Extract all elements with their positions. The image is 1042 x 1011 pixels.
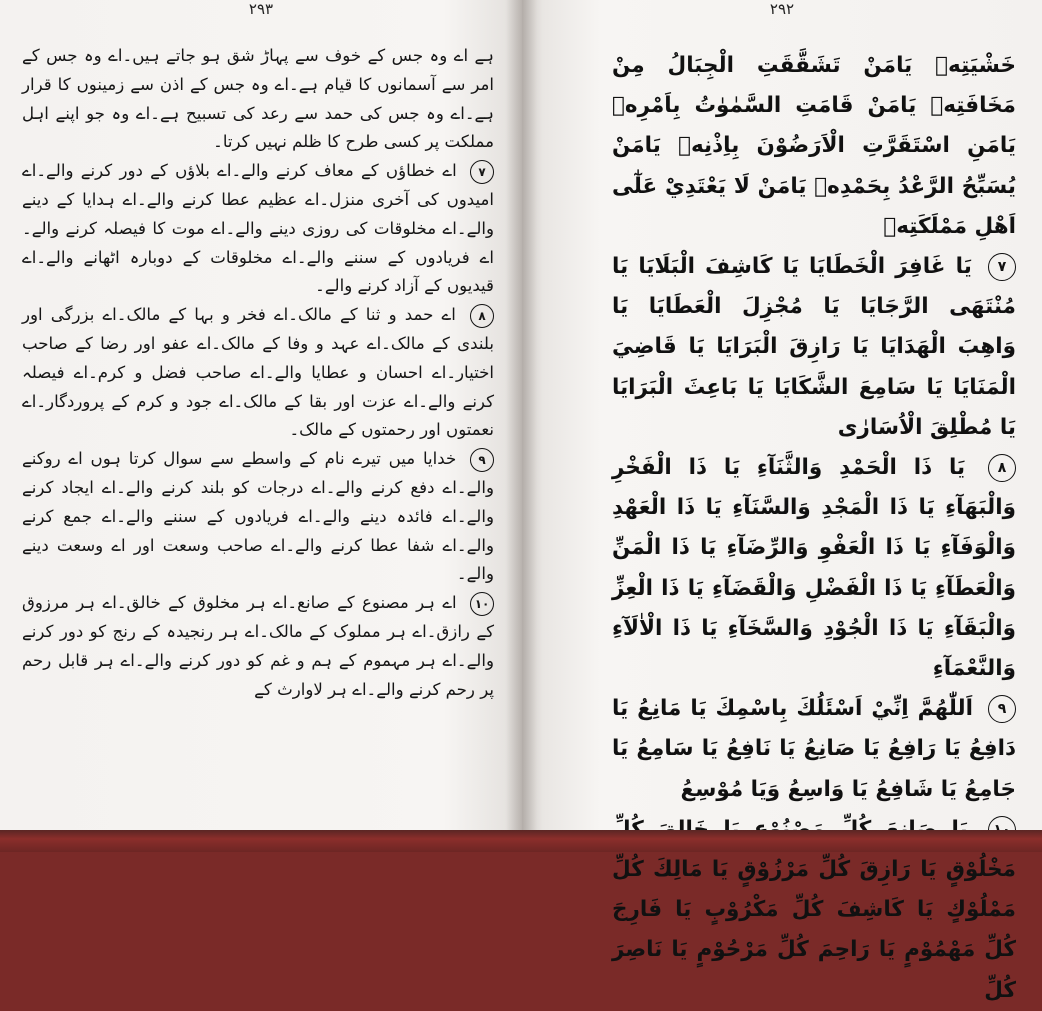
paragraph-text: مَخْلُوْقٍ يَا رَازِقَ كُلِّ مَرْزُوْقٍ يَا مَالِكَ كُلِّ مَمْلُوْكٍ يَا كَاشِفَ كُلِّ مَكْرُوْبٍ يَا فَارِجَ كُلِّ مَهْمُوْمٍ يَا رَاحِمَ كُلِّ مَرْحُوْمٍ يَا نَاصِرَ كُلِّ	[612, 857, 1016, 1003]
urdu-paragraph	[22, 301, 494, 445]
paragraph-text: خَشْيَتِهٖ يَامَنْ تَشَقَّقَتِ الْجِبَالُ مِنْ مَخَافَتِهٖ يَامَنْ قَامَتِ السَّمٰوٰتُ بِاَمْرِهٖ يَامَنِ اسْتَقَرَّتِ الْاَرَضُوْنَ بِاِذْنِهٖ يَامَنْ يُسَبِّحُ الرَّعْدُ بِحَمْدِهٖ يَامَنْ لَا يَعْتَدِيْ عَلٰٓى اَهْلِ مَمْلَكَتِهٖ	[612, 53, 1016, 239]
section-number-badge: ۱۰	[470, 592, 494, 616]
paragraph-text: اے خطاؤں کے معاف کرنے والے۔اے بلاؤں کے دور کرنے والے۔اے امیدوں کی آخری منزل۔اے عظیم عطا کرنے والے۔اے ہدایا کے دینے والے۔اے مخلوقات کی روزی دینے والے۔اے موت کا فیصلہ کرنے والے۔اے فریادوں کے سننے والے۔اے مخلوقات کے دوبارہ اٹھانے والے۔اے قیدیوں کے آزاد کرنے والے۔	[22, 161, 494, 296]
page-number-right: ۲۹۲	[769, 0, 795, 18]
section-number-badge: ۹	[988, 695, 1016, 723]
paragraph-text: يَا ذَا الْحَمْدِ وَالثَّنَآءِ يَا ذَا الْفَخْرِ وَالْبَهَآءِ يَا ذَا الْمَجْدِ وَالسَّنَآءِ يَا ذَا الْعَهْدِ وَالْوَفَآءِ يَا ذَا الْعَفْوِ وَالرِّضَآءِ يَا ذَا الْمَنِّ وَالْعَطَآءِ يَا ذَا الْفَضْلِ وَالْقَضَآءِ يَا ذَا الْعِزِّ وَالْبَقَآءِ يَا ذَا الْجُوْدِ وَالسَّخَآءِ يَا ذَا الْاٰلَآءِ وَالنَّعْمَآءِ	[612, 455, 1016, 682]
section-number-badge: ۷	[988, 253, 1016, 281]
paragraph-text: خدایا میں تیرے نام کے واسطے سے سوال کرتا ہوں اے روکنے والے۔اے دفع کرنے والے۔اے درجات کو بلند کرنے والے۔اے ایجاد کرنے والے۔اے فائدہ دینے والے۔اے فریادوں کے سننے والے۔اے جمع کرنے والے۔اے شفا عطا کرنے والے۔اے صاحب وسعت اور اے وسعت دینے والے۔	[22, 449, 494, 584]
book-gutter	[505, 0, 537, 830]
book-cover-edge	[0, 830, 1042, 852]
paragraph-text: ہے اے وہ جس کے خوف سے پہاڑ شق ہو جاتے ہیں۔اے وہ جس کے امر سے آسمانوں کا قیام ہے۔اے وہ جس کے اذن سے زمینوں کا قرار ہے۔اے وہ جس کی حمد سے رعد کی تسبیح ہے۔اے وہ جو اپنے اہل مملکت پر کسی طرح کا ظلم نہیں کرتا۔	[22, 46, 494, 152]
left-page	[0, 0, 522, 830]
section-number-badge: ۸	[470, 304, 494, 328]
section-number-badge: ۹	[470, 448, 494, 472]
arabic-supplication-text	[612, 46, 1016, 1011]
urdu-paragraph	[22, 589, 494, 704]
urdu-paragraph	[22, 445, 494, 589]
paragraph-text: اے حمد و ثنا کے مالک۔اے فخر و بہا کے مالک۔اے بزرگی اور بلندی کے مالک۔اے عہد و وفا کے مالک۔اے عفو اور رضا کے صاحب اختیار۔اے احسان و عطایا والے۔اے صاحب فضل و کرم۔اے فیصلہ کرنے والے۔اے عزت اور بقا کے مالک۔اے جود و کرم کے پروردگار۔اے نعمتوں اور رحمتوں کے مالک۔	[22, 305, 494, 440]
section-number-badge: ۷	[470, 160, 494, 184]
urdu-translation-text	[22, 42, 494, 704]
arabic-paragraph	[612, 689, 1016, 810]
urdu-paragraph	[22, 157, 494, 301]
arabic-paragraph	[612, 46, 1016, 247]
right-page	[522, 0, 1042, 1003]
paragraph-text: اے ہر مصنوع کے صانع۔اے ہر مخلوق کے خالق۔اے ہر مرزوق کے رازق۔اے ہر مملوک کے مالک۔اے ہر رنجیدہ کے رنج کو دور کرنے والے۔اے ہر مہموم کے ہم و غم کو دور کرنے والے۔اے ہر قابل رحم پر رحم کرنے والے۔اے ہر لاوارث کے	[22, 593, 494, 699]
arabic-paragraph	[612, 247, 1016, 448]
paragraph-text: يَا غَافِرَ الْخَطَايَا يَا كَاشِفَ الْبَلَايَا يَا مُنْتَهَى الرَّجَايَا يَا مُجْزِلَ الْعَطَايَا يَا وَاهِبَ الْهَدَايَا يَا رَازِقَ الْبَرَايَا يَا قَاضِيَ الْمَنَايَا يَا سَامِعَ الشَّكَايَا يَا بَاعِثَ الْبَرَايَا يَا مُطْلِقَ الْاُسَارٰى	[612, 254, 1016, 440]
paragraph-text: اَللّٰهُمَّ اِنِّيْ اَسْئَلُكَ بِاسْمِكَ يَا مَانِعُ يَا دَافِعُ يَا رَافِعُ يَا صَانِعُ يَا نَافِعُ يَا سَامِعُ يَا جَامِعُ يَا شَافِعُ يَا وَاسِعُ وَيَا مُوْسِعُ	[612, 696, 1016, 802]
arabic-paragraph	[612, 448, 1016, 689]
page-number-left: ۲۹۳	[248, 0, 274, 18]
urdu-paragraph	[22, 42, 494, 157]
section-number-badge: ۸	[988, 454, 1016, 482]
